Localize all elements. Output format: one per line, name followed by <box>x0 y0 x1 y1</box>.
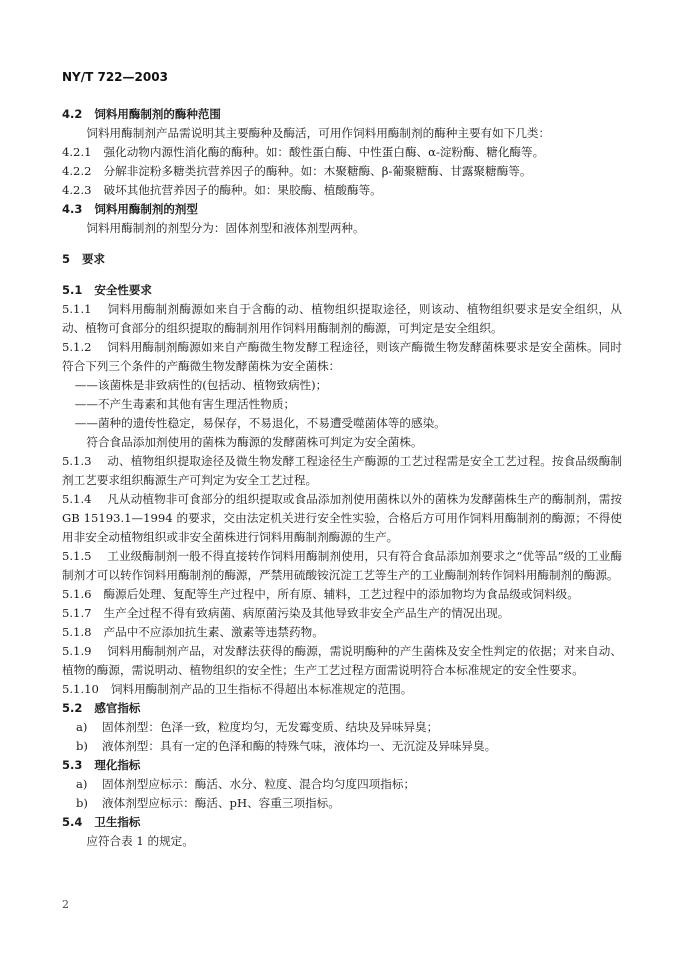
section-number: 5.1 <box>62 283 83 297</box>
section-number: 4.3 <box>62 202 83 216</box>
clause-text: 破坏其他抗营养因子的酶种。如：果胶酶、植酸酶等。 <box>103 183 382 197</box>
clause-text: 饲料用酶制剂酶源如来自于含酶的动、植物组织提取途径，则该动、植物组织要求是安全组织，从动、植物可食部分的组织提取的酶制剂用作饲料用酶制剂的酶源，可判定是安全组织。 <box>62 302 622 335</box>
section-title: 饲料用酶制剂的酶种范围 <box>94 107 221 121</box>
section-5-4-heading <box>62 813 622 832</box>
clause-4-2-3 <box>62 181 622 200</box>
dash-item-2: ——不产生毒素和其他有害生理活性物质； <box>74 397 296 411</box>
clause-number: 5.1.1 <box>62 302 92 316</box>
clause-text: 凡从动植物非可食部分的组织提取或食品添加剂使用菌株以外的菌株为发酵菌株生产的酶制剂，需按 GB 15193.1—1994 的要求，交由法定机关进行安全性实验，合格后方可用作饲料用酶制剂的酶源；不得使用非安全动植物组织或非安全菌株进行饲料用酶制剂酶源的生产。 <box>62 492 622 544</box>
section-title: 卫生指标 <box>94 815 141 829</box>
section-number: 5.3 <box>62 758 83 772</box>
clause-number: 5.1.7 <box>62 606 92 620</box>
clause-text: 饲料用酶制剂酶源如来自产酶微生物发酵工程途径，则该产酶微生物发酵菌株要求是安全菌株。同时符合下列三个条件的产酶微生物发酵菌株为安全菌株： <box>62 340 622 373</box>
clause-number: 5.1.5 <box>62 549 92 563</box>
section-title: 饲料用酶制剂的剂型 <box>94 202 198 216</box>
list-text: 液体剂型应标示：酶活、pH、容重三项指标。 <box>102 796 340 810</box>
section-number: 4.2 <box>62 107 83 121</box>
section-4-3-heading <box>62 200 622 219</box>
dash-item-1: ——该菌株是非致病性的(包括动、植物致病性)； <box>74 378 328 392</box>
clause-5-1-2 <box>62 338 622 376</box>
clause-text: 工业级酶制剂一般不得直接转作饲料用酶制剂使用，只有符合食品添加剂要求之“优等品”级的工业酶制剂才可以转作饲料用酶制剂的酶源，严禁用硫酸铵沉淀工艺等生产的工业酶制剂转作饲料用酶制剂的酶源。 <box>62 549 623 582</box>
clause-4-2-2 <box>62 162 622 181</box>
clause-number: 5.1.10 <box>62 682 99 696</box>
list-item-a <box>62 775 622 794</box>
clause-number: 5.1.6 <box>62 587 92 601</box>
list-marker: a) <box>76 777 88 791</box>
section-number: 5.4 <box>62 815 83 829</box>
section-title: 安全性要求 <box>94 283 152 297</box>
section-5-3-heading <box>62 756 622 775</box>
clause-5-1-4 <box>62 490 622 547</box>
section-title: 理化指标 <box>94 758 141 772</box>
chapter-5-heading <box>62 250 622 269</box>
clause-number: 4.2.2 <box>62 164 92 178</box>
clause-5-1-10 <box>62 680 622 699</box>
clause-5-1-6 <box>62 585 622 604</box>
clause-text: 酶源后处理、复配等生产过程中，所有原、辅料，工艺过程中的添加物均为食品级或饲料级。 <box>103 587 579 601</box>
clause-5-1-8 <box>62 623 622 642</box>
clause-text: 分解非淀粉多糖类抗营养因子的酶种。如：木聚糖酶、β-葡聚糖酶、甘露聚糖酶等。 <box>103 164 532 178</box>
clause-number: 4.2.3 <box>62 183 92 197</box>
clause-number: 5.1.4 <box>62 492 92 506</box>
list-marker: b) <box>76 739 88 753</box>
section-5-2-heading <box>62 699 622 718</box>
clause-number: 5.1.3 <box>62 454 92 468</box>
clause-4-2-1 <box>62 143 622 162</box>
clause-text: 生产全过程不得有致病菌、病原菌污染及其他导致非安全产品生产的情况出现。 <box>103 606 510 620</box>
section-4-2-intro: 饲料用酶制剂产品需说明其主要酶种及酶活，可用作饲料用酶制剂的酶种主要有如下几类： <box>86 126 551 140</box>
list-text: 固体剂型应标示：酶活、水分、粒度、混合均匀度四项指标； <box>102 777 416 791</box>
clause-5-1-2-tail: 符合食品添加剂使用的菌株为酶源的发酵菌株可判定为安全菌株。 <box>86 435 423 449</box>
section-4-3-text: 饲料用酶制剂的剂型分为：固体剂型和液体剂型两种。 <box>86 221 365 235</box>
clause-5-1-5 <box>62 547 622 585</box>
clause-text: 强化动物内源性消化酶的酶种。如：酸性蛋白酶、中性蛋白酶、α-淀粉酶、糖化酶等。 <box>103 145 545 159</box>
list-text: 固体剂型：色泽一致，粒度均匀，无发霉变质、结块及异味异臭； <box>102 720 439 734</box>
dash-item-3: ——菌种的遗传性稳定，易保存，不易退化，不易遭受噬菌体等的感染。 <box>74 416 446 430</box>
clause-5-1-9 <box>62 642 622 680</box>
standard-code-header: NY/T 722—2003 <box>62 70 168 84</box>
list-item-b <box>62 794 622 813</box>
clause-number: 5.1.9 <box>62 644 92 658</box>
list-item-b <box>62 737 622 756</box>
chapter-number: 5 <box>62 252 71 266</box>
page-number: 2 <box>62 898 69 911</box>
clause-text: 产品中不应添加抗生素、激素等违禁药物。 <box>103 625 324 639</box>
clause-number: 4.2.1 <box>62 145 92 159</box>
clause-5-1-3 <box>62 452 622 490</box>
section-5-1-heading <box>62 281 622 300</box>
list-item-a <box>62 718 622 737</box>
clause-text: 饲料用酶制剂产品，对发酵法获得的酶源，需说明酶种的产生菌株及安全性判定的依据；对来自动、植物的酶源，需说明动、植物组织的安全性；生产工艺过程方面需说明符合本标准规定的安全性要求。 <box>62 644 622 677</box>
clause-number: 5.1.2 <box>62 340 92 354</box>
clause-text: 饲料用酶制剂产品的卫生指标不得超出本标准规定的范围。 <box>110 682 413 696</box>
section-title: 感官指标 <box>94 701 141 715</box>
section-number: 5.2 <box>62 701 83 715</box>
clause-text: 动、植物组织提取途径及微生物发酵工程途径生产酶源的工艺过程需是安全工艺过程。按食品级酶制剂工艺要求组织酶源生产可判定为安全工艺过程。 <box>62 454 622 487</box>
section-5-4-text: 应符合表 1 的规定。 <box>86 834 194 848</box>
section-4-2-heading <box>62 105 622 124</box>
clause-5-1-1 <box>62 300 622 338</box>
list-text: 液体剂型：具有一定的色泽和酶的特殊气味，液体均一、无沉淀及异味异臭。 <box>102 739 497 753</box>
chapter-title: 要求 <box>82 252 106 266</box>
list-marker: b) <box>76 796 88 810</box>
clause-number: 5.1.8 <box>62 625 92 639</box>
list-marker: a) <box>76 720 88 734</box>
clause-5-1-7 <box>62 604 622 623</box>
